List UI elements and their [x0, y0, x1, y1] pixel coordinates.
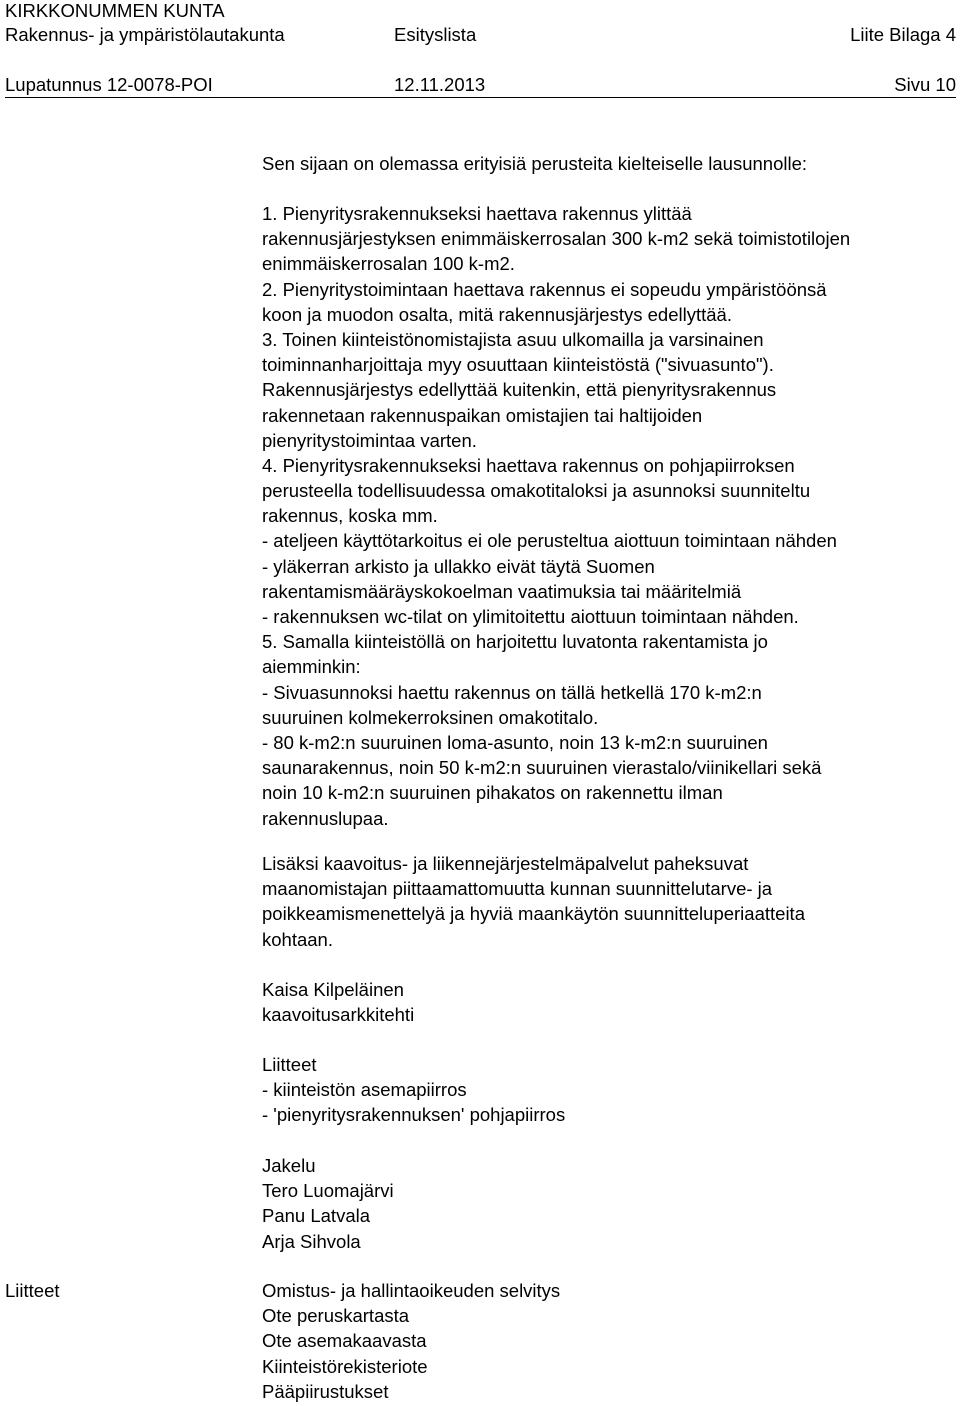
reason-line: aiemminkin:: [262, 656, 361, 678]
attachment-item: - 'pienyritysrakennuksen' pohjapiirros: [262, 1104, 566, 1126]
appendix-item: Ote peruskartasta: [262, 1305, 410, 1327]
reason-line: rakentamismääräyskokoelman vaatimuksia tai määritelmiä: [262, 580, 742, 602]
reason-line: suuruinen kolmekerroksinen omakotitalo.: [262, 706, 599, 728]
page-number: Sivu 10: [894, 74, 956, 95]
distribution-block: [262, 1153, 957, 1254]
reason-line: perusteella todellisuudessa omakotitaloksi ja asunnoksi suunniteltu: [262, 480, 811, 502]
signer-title: kaavoitusarkkitehti: [262, 1004, 415, 1026]
closing-line: Lisäksi kaavoitus- ja liikennejärjestelmäpalvelut paheksuvat: [262, 853, 749, 874]
reasons-list: [262, 201, 957, 831]
reason-line: 1. Pienyritysrakennukseksi haettava rakennus ylittää: [262, 203, 692, 224]
distribution-name: Panu Latvala: [262, 1205, 371, 1227]
signer-name: Kaisa Kilpeläinen: [262, 979, 404, 1000]
appendix-item: Omistus- ja hallintaoikeuden selvitys: [262, 1280, 561, 1301]
attachments-block: [262, 1052, 957, 1128]
attachment-item: - kiinteistön asemapiirros: [262, 1079, 467, 1101]
reason-line: pienyritystoimintaa varten.: [262, 429, 477, 451]
distribution-name: Tero Luomajärvi: [262, 1180, 394, 1202]
permit-id: Lupatunnus 12-0078-POI: [5, 74, 213, 95]
reason-line: saunarakennus, noin 50 k-m2:n suuruinen vierastalo/viinikellari sekä: [262, 757, 822, 779]
distribution-title: Jakelu: [262, 1155, 316, 1176]
appendix-section-label: Liitteet: [5, 1280, 60, 1301]
reason-line: - rakennuksen wc-tilat on ylimitoitettu aiottuun toimintaan nähden.: [262, 606, 799, 627]
reason-line: enimmäiskerrosalan 100 k-m2.: [262, 253, 515, 275]
reason-line: rakennuslupaa.: [262, 807, 389, 829]
reason-line: - Sivuasunnoksi haettu rakennus on tällä hetkellä 170 k-m2:n: [262, 681, 762, 703]
org-name: KIRKKONUMMEN KUNTA: [5, 0, 225, 21]
reason-line: rakennusjärjestyksen enimmäiskerrosalan 300 k-m2 sekä toimistotilojen: [262, 228, 851, 250]
reason-line: rakennetaan rakennuspaikan omistajien tai haltijoiden: [262, 404, 703, 426]
appendix-item: Kiinteistörekisteriote: [262, 1355, 428, 1377]
reason-line: toiminnanharjoittaja myy osuuttaan kiinteistöstä ("sivuasunto").: [262, 354, 774, 376]
reason-line: koon ja muodon osalta, mitä rakennusjärjestys edellyttää.: [262, 303, 732, 325]
attachments-title: Liitteet: [262, 1054, 317, 1075]
reason-line: - ateljeen käyttötarkoitus ei ole perusteltua aiottuun toimintaan nähden: [262, 530, 837, 552]
closing-line: maanomistajan piittaamattomuutta kunnan suunnittelutarve- ja: [262, 878, 773, 900]
board-name: Rakennus- ja ympäristölautakunta: [5, 24, 285, 45]
reason-line: 5. Samalla kiinteistöllä on harjoitettu luvatonta rakentamista jo: [262, 631, 768, 653]
reason-line: - yläkerran arkisto ja ullakko eivät täytä Suomen: [262, 555, 655, 577]
intro-paragraph: [262, 151, 957, 176]
distribution-name: Arja Sihvola: [262, 1230, 361, 1252]
reason-line: - 80 k-m2:n suuruinen loma-asunto, noin 13 k-m2:n suuruinen: [262, 731, 768, 753]
reason-line: noin 10 k-m2:n suuruinen pihakatos on rakennettu ilman: [262, 782, 723, 804]
reason-line: 3. Toinen kiinteistönomistajista asuu ulkomailla ja varsinainen: [262, 328, 764, 350]
intro-line: Sen sijaan on olemassa erityisiä perusteita kielteiselle lausunnolle:: [262, 153, 808, 174]
signature-block: [262, 977, 957, 1027]
closing-line: kohtaan.: [262, 928, 333, 950]
document-type: Esityslista: [394, 24, 477, 45]
header-row-permit: [5, 74, 956, 98]
closing-line: poikkeamismenettelyä ja hyviä maankäytön suunnitteluperiaatteita: [262, 903, 805, 925]
appendix-item: Ote asemakaavasta: [262, 1330, 427, 1352]
appendix-section-list: [262, 1278, 957, 1404]
appendix-label: Liite Bilaga 4: [850, 24, 956, 45]
meeting-date: 12.11.2013: [394, 74, 486, 95]
reason-line: Rakennusjärjestys edellyttää kuitenkin, että pienyritysrakennus: [262, 379, 777, 401]
reason-line: 2. Pienyritystoimintaan haettava rakennus ei sopeudu ympäristöönsä: [262, 278, 827, 300]
reason-line: 4. Pienyritysrakennukseksi haettava rakennus on pohjapiirroksen: [262, 454, 795, 476]
reason-line: rakennus, koska mm.: [262, 505, 438, 527]
appendix-item: Pääpiirustukset: [262, 1380, 389, 1402]
closing-paragraph: [262, 851, 957, 952]
